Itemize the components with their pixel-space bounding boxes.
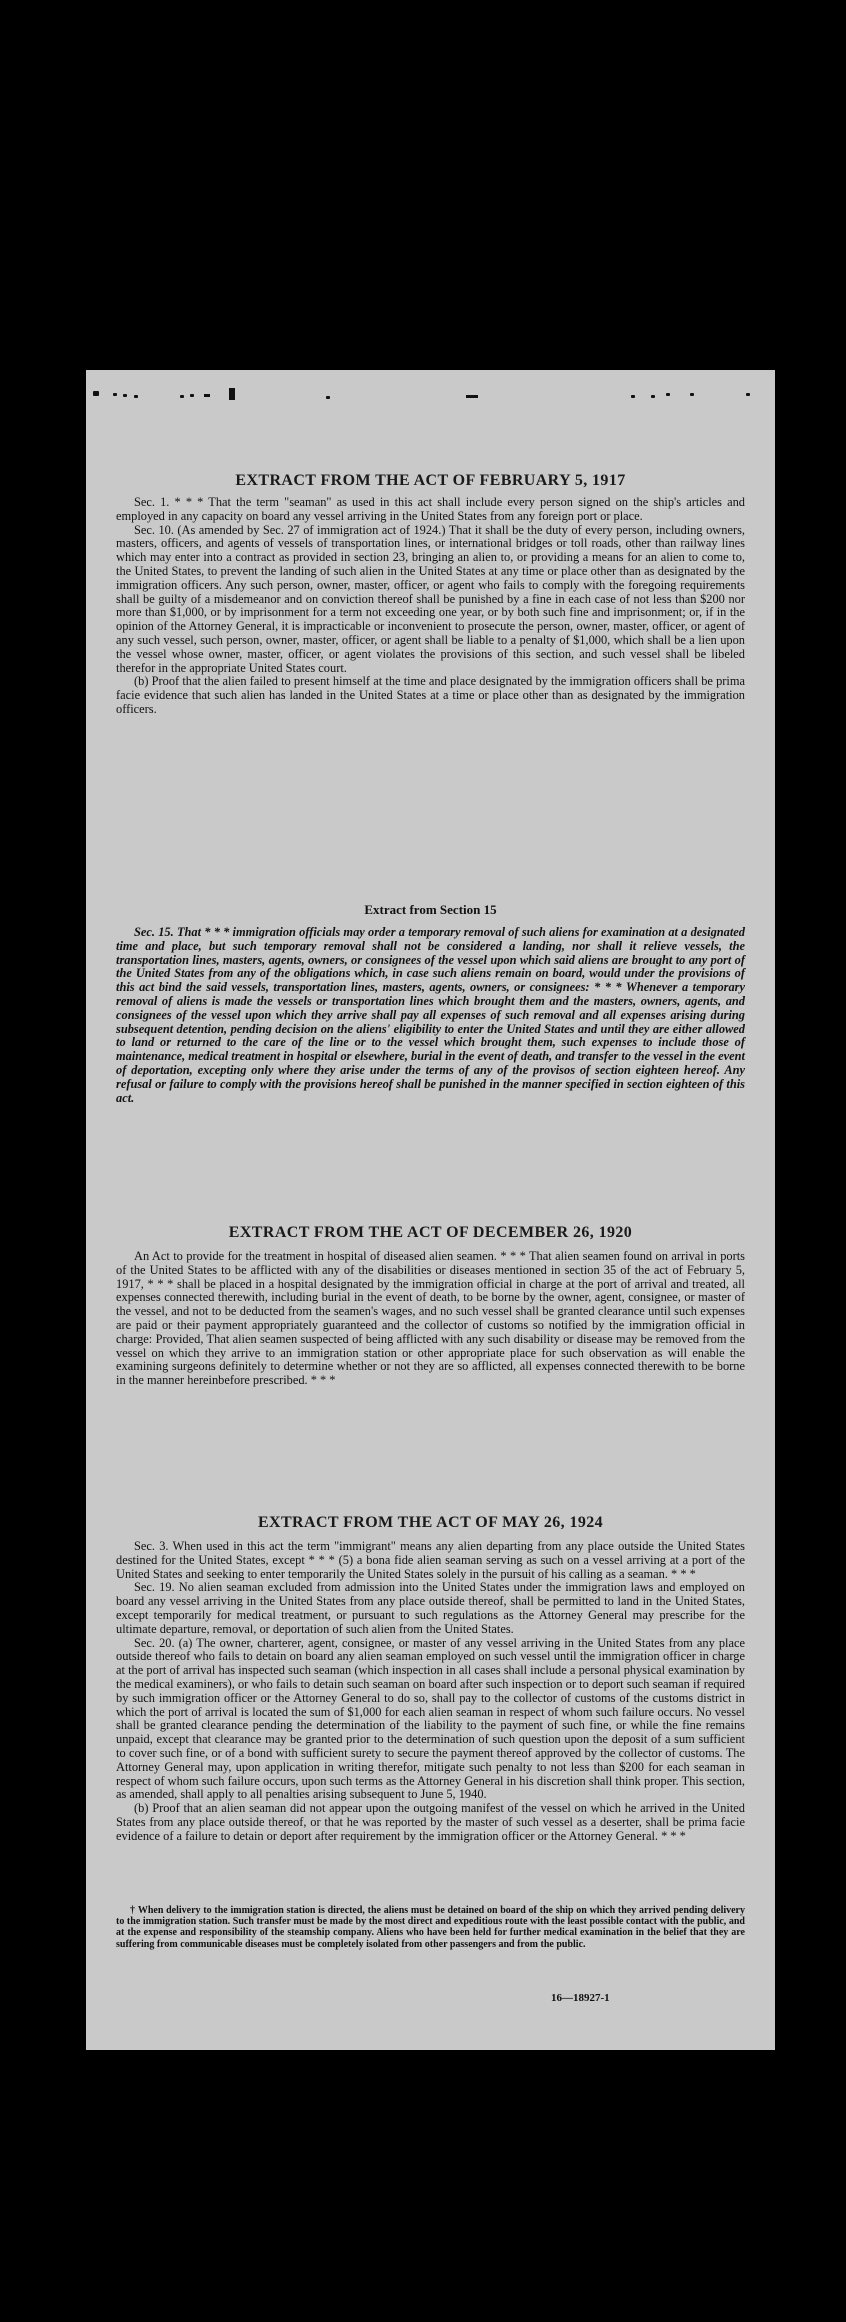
section-15	[116, 926, 745, 1105]
document-page	[86, 370, 775, 2050]
sec-20b-para: (b) Proof that an alien seaman did not appear upon the outgoing manifest of the vessel on which he arrived in the United States from any place outside thereof, or that he was reported by the master of such vessel as a deserter, shall be prima facie evidence of a failure to detain or deport after requirement by the immigration officer or the Attorney General. * * *	[116, 1801, 745, 1843]
sec-1-para: Sec. 1. * * * That the term "seaman" as used in this act shall include every person signed on the ship's articles and employed in any capacity on board any vessel arriving in the United States from any foreign port or place.	[116, 495, 745, 523]
sec-3-para: Sec. 3. When used in this act the term "immigrant" means any alien departing from any place outside the United States destined for the United States, except * * * (5) a bona fide alien seaman serving as such on a vessel arriving at a port of the United States and seeking to enter temporarily the United States solely in the pursuit of his calling as a seaman. * * *	[116, 1539, 745, 1581]
footnote	[116, 1905, 745, 1950]
sec-10b-para: (b) Proof that the alien failed to present himself at the time and place designated by the immigration officers shall be prima facie evidence that such alien has landed in the United States at a time or place other than as designated by the immigration officers.	[116, 674, 745, 716]
sec-10-para: Sec. 10. (As amended by Sec. 27 of immigration act of 1924.) That it shall be the duty of every person, including owners, masters, officers, and agents of vessels of transportation lines, or international bridges or toll roads, other than railway lines which may enter into a contract as provided in section 23, bringing an alien to, or providing a means for an alien to come to, the United States, to prevent the landing of such alien in the United States at any time or place other than as designated by the immigration officers. Any such person, owner, master, officer, or agent who fails to comply with the foregoing requirements shall be guilty of a misdemeanor and on conviction thereof shall be punished by a fine in each case of not less than $200 nor more than $1,000, or by imprisonment for a term not exceeding one year, or by both such fine and imprisonment; or, if in the opinion of the Attorney General, it is impracticable or inconvenient to prosecute the person, owner, master, officer, or agent of any such vessel, such person, owner, master, officer, or agent shall be liable to a penalty of $1,000, which shall be a lien upon the vessel whose owner, master, officer, or agent violates the provisions of this section, and such vessel shall be libeled therefor in the appropriate United States court.	[116, 522, 745, 675]
section-1-and-10	[116, 496, 745, 717]
print-code: 16—18927-1	[551, 1992, 610, 2004]
act-1924	[116, 1540, 745, 1844]
sec-15-para: Sec. 15. That * * * immigration officials may order a temporary removal of such aliens for examination at a designated time and place, but such temporary removal shall not be considered a landing, nor shall it relieve vessels, the transportation lines, masters, agents, owners, or consignees of the vessel upon which said aliens are brought to any port of the United States from any of the obligations which, in case such aliens remain on board, would under the provisions of this act bind the said vessels, transportation lines, masters, agents, owners, or consignees: * * * Whenever a temporary removal of aliens is made the vessels or transportation lines which brought them and the masters, owners, agents, and consignees of the vessel upon which they arrive shall pay all expenses of such removal and all expenses arising during subsequent detention, pending decision on the aliens' eligibility to enter the United States and until they are either allowed to land or returned to the care of the line or to the vessel which brought them, such expenses to include those of maintenance, medical treatment in hospital or elsewhere, burial in the event of death, and transfer to the vessel in the event of deportation, excepting only where they arise under the terms of any of the provisos of section eighteen hereof. Any refusal or failure to comply with the provisions hereof shall be punished in the manner specified in section eighteen of this act.	[116, 925, 745, 1105]
heading-act-1924: EXTRACT FROM THE ACT OF MAY 26, 1924	[257, 1514, 604, 1531]
act-1920	[116, 1250, 745, 1388]
heading-act-1920: EXTRACT FROM THE ACT OF DECEMBER 26, 1920	[228, 1224, 633, 1241]
scan-marks	[86, 370, 775, 430]
act-1920-para: An Act to provide for the treatment in hospital of diseased alien seamen. * * * That alien seamen found on arrival in ports of the United States to be afflicted with any of the disabilities or diseases mentioned in section 35 of the act of February 5, 1917, * * * shall be placed in a hospital designated by the immigration official in charge at the port of arrival and treated, all expenses connected therewith, including burial in the event of death, to be borne by the owner, agent, consignee, or master of the vessel, and not to be deducted from the seamen's wages, and no such vessel shall be granted clearance until such expenses are paid or their payment appropriately guaranteed and the collector of customs so notified by the immigration official in charge: Provided, That alien seamen suspected of being afflicted with any such disability or disease may be removed from the vessel on which they arrive to an immigration station or other appropriate place for such observation as will enable the examining surgeons definitely to determine whether or not they are so afflicted, all expenses connected therewith to be borne in the manner hereinbefore prescribed. * * *	[116, 1249, 745, 1388]
heading-section-15: Extract from Section 15	[364, 902, 497, 917]
footnote-text: † When delivery to the immigration station is directed, the aliens must be detained on board of the ship on which they arrived pending delivery to the immigration station. Such transfer must be made by the most direct and expeditious route with the least possible contact with the public, and at the expense and responsibility of the steamship company. Aliens who have been held for further medical examination in the belief that they are suffering from communicable diseases must be completely isolated from other passengers and from the public.	[116, 1905, 745, 1950]
sec-20a-para: Sec. 20. (a) The owner, charterer, agent, consignee, or master of any vessel arriving in the United States from any place outside thereof who fails to detain on board any alien seaman employed on such vessel until the immigration officer in charge at the port of arrival has inspected such seaman (which inspection in all cases shall include a personal physical examination by the medical examiners), or who fails to detain such seaman on board after such inspection or to deport such seaman if required by such immigration officer or the Attorney General to do so, shall pay to the collector of customs of the customs district in which the port of arrival is located the sum of $1,000 for each alien seaman in respect of whom such failure occurs. No vessel shall be granted clearance pending the determination of the liability to the payment of such fine, or while the fine remains unpaid, except that clearance may be granted prior to the determination of such question upon the deposit of a sum sufficient to cover such fine, or of a bond with sufficient surety to secure the payment thereof approved by the collector of customs. The Attorney General may, upon application in writing therefor, mitigate such penalty to not less than $200 for each seaman in respect of whom such failure occurs, upon such terms as the Attorney General in his discretion shall think proper. This section, as amended, shall apply to all penalties arising subsequent to June 5, 1940.	[116, 1635, 745, 1802]
heading-act-1917: EXTRACT FROM THE ACT OF FEBRUARY 5, 1917	[235, 472, 626, 489]
sec-19-para: Sec. 19. No alien seaman excluded from admission into the United States under the immigration laws and employed on board any vessel arriving in the United States from any place outside thereof, shall be permitted to land in the United States, except temporarily for medical treatment, or pursuant to such regulations as the Attorney General may prescribe for the ultimate departure, removal, or deportation of such alien from the United States.	[116, 1580, 745, 1636]
